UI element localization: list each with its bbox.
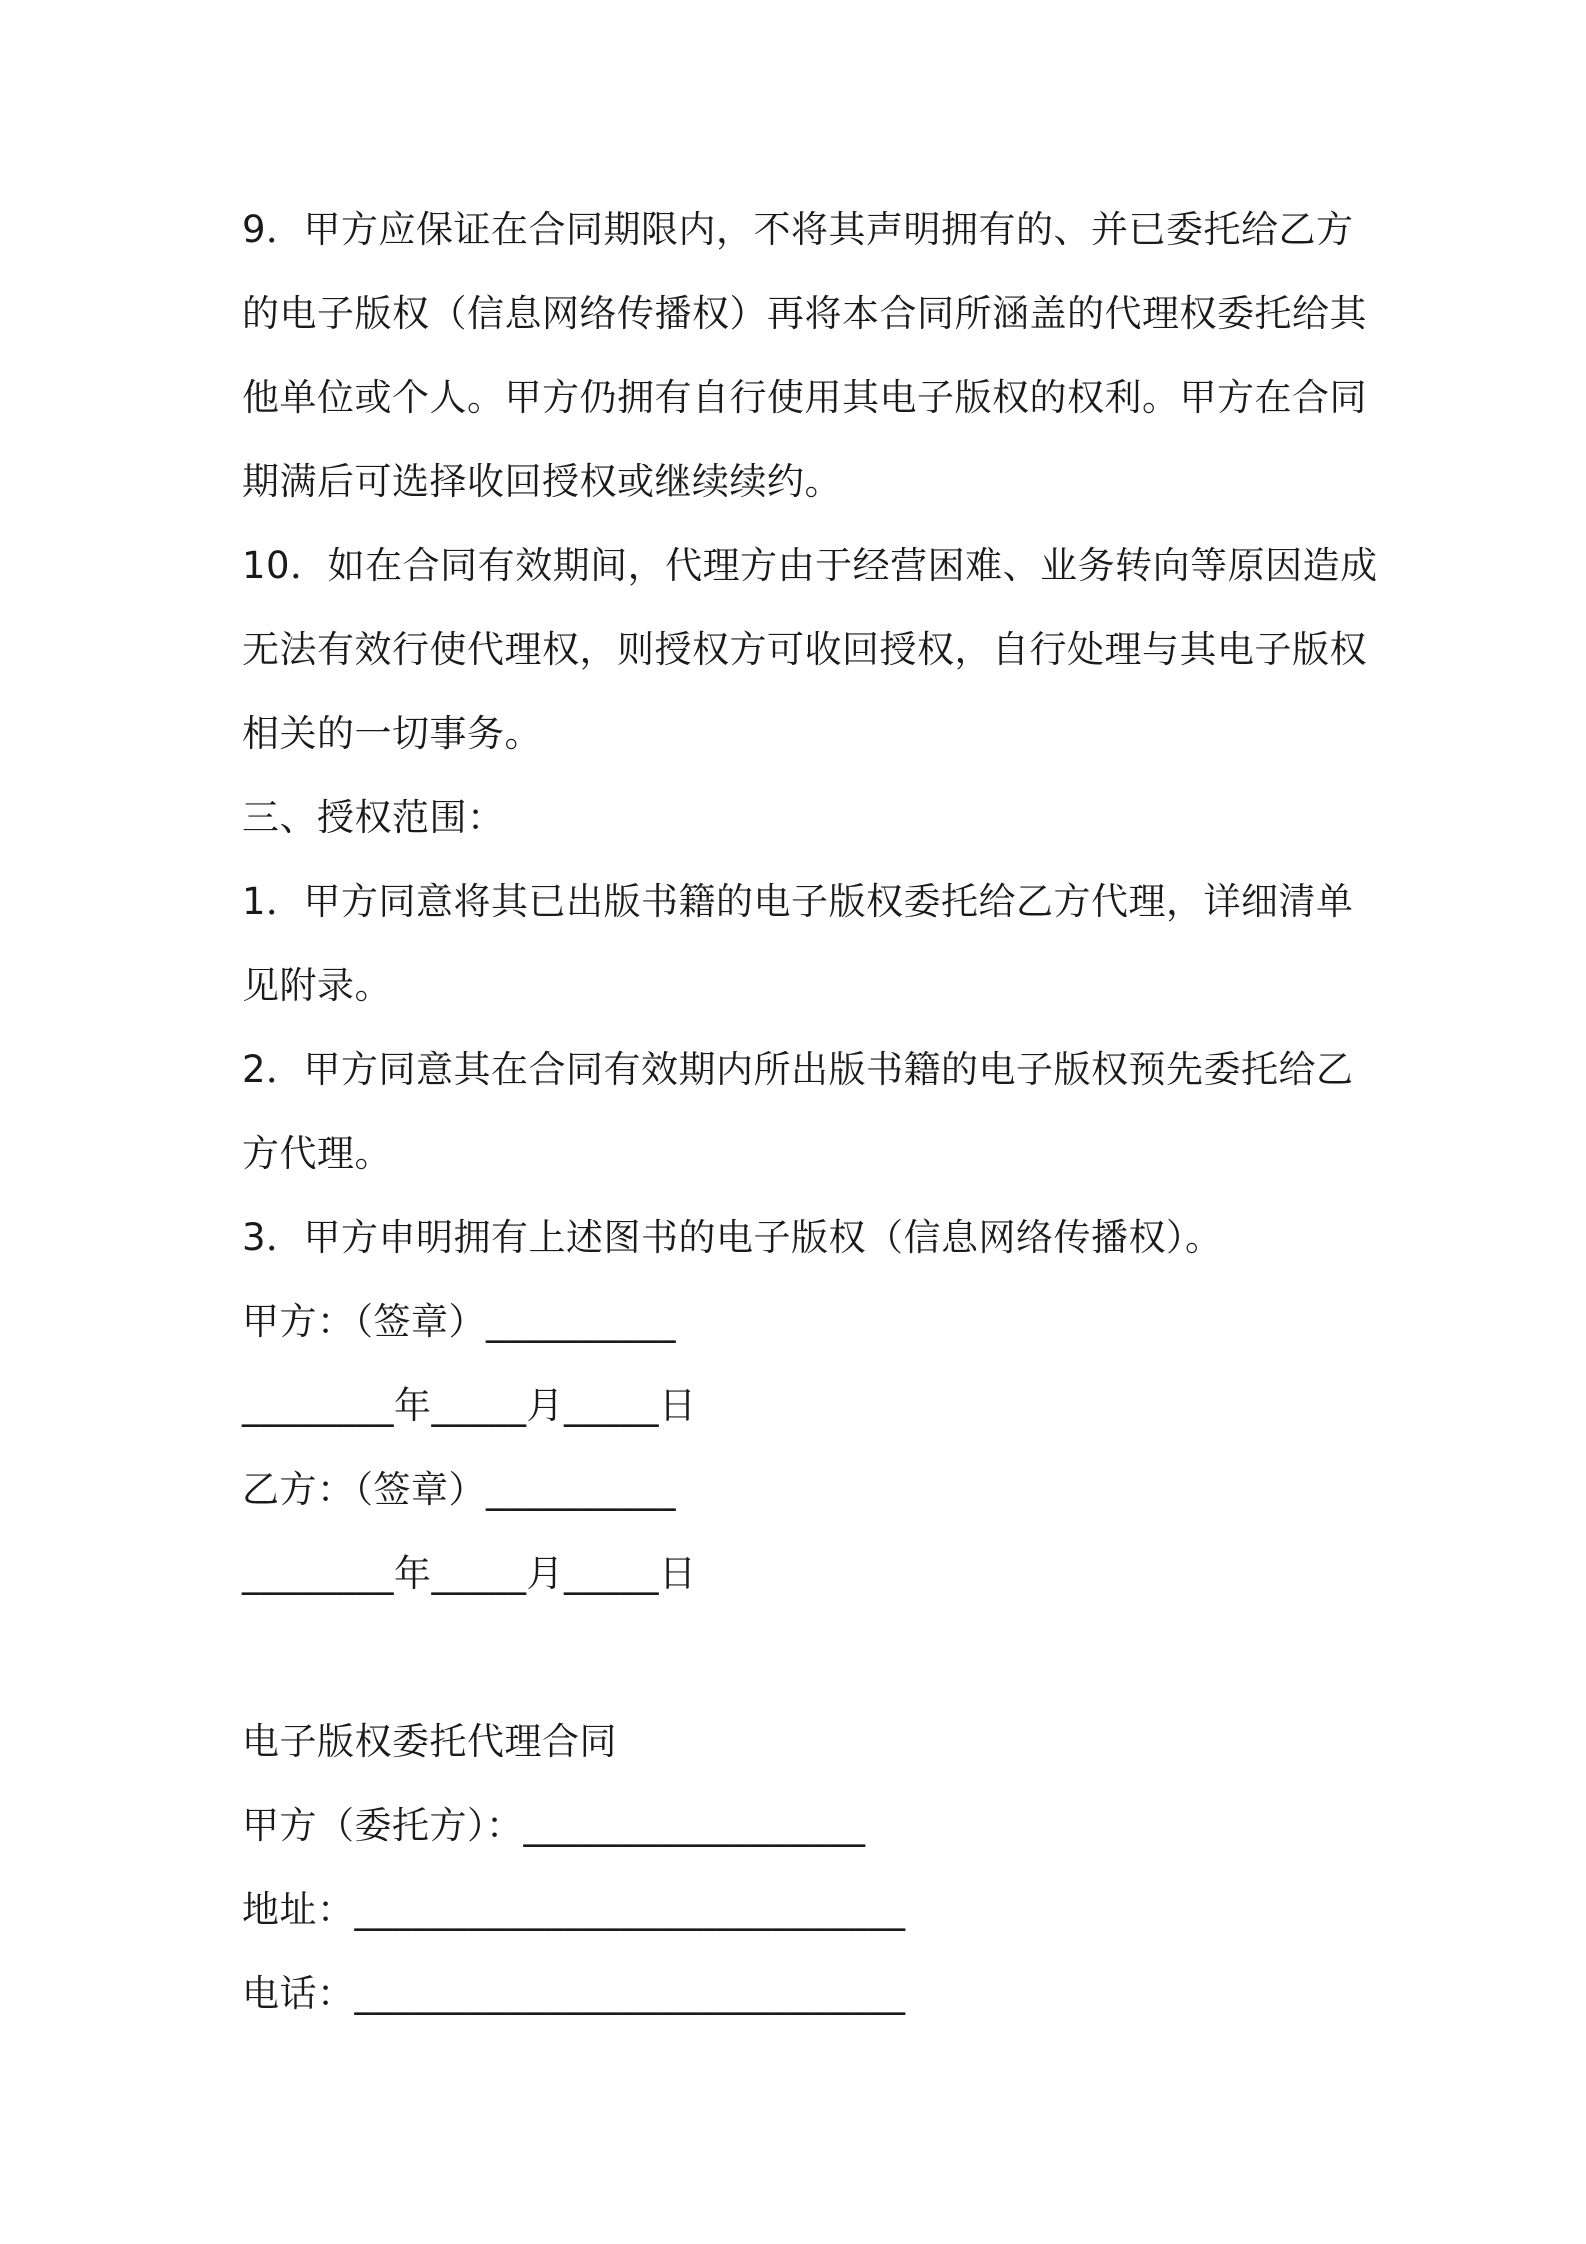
party-b-date-line: ________年_____月_____日 <box>242 1552 697 1595</box>
clause-10-line-3: 相关的一切事务。 <box>242 712 542 755</box>
clause-9-line-4: 期满后可选择收回授权或继续续约。 <box>242 460 842 503</box>
scope-item-3: 3．甲方申明拥有上述图书的电子版权（信息网络传播权）。 <box>242 1216 1223 1259</box>
clause-9-line-2: 的电子版权（信息网络传播权）再将本合同所涵盖的代理权委托给其 <box>242 292 1367 335</box>
scope-item-1-line-1: 1．甲方同意将其已出版书籍的电子版权委托给乙方代理，详细清单 <box>242 880 1354 923</box>
scope-item-2-line-1: 2．甲方同意其在合同有效期内所出版书籍的电子版权预先委托给乙 <box>242 1048 1354 1091</box>
phone-field: 电话：_____________________________ <box>242 1972 906 2015</box>
section-spacer <box>242 1628 1352 1712</box>
section-heading-scope: 三、授权范围： <box>242 796 505 839</box>
clause-9-line-3: 他单位或个人。甲方仍拥有自行使用其电子版权的权利。甲方在合同 <box>242 376 1367 419</box>
document-body <box>242 200 1378 2048</box>
clause-9-line-1: 9．甲方应保证在合同期限内，不将其声明拥有的、并已委托给乙方 <box>242 208 1354 251</box>
party-b-signature-line: 乙方：（签章）__________ <box>242 1468 676 1511</box>
party-a-client-field: 甲方（委托方）：__________________ <box>242 1804 866 1847</box>
party-a-date-line: ________年_____月_____日 <box>242 1384 697 1427</box>
party-a-signature-line: 甲方：（签章）__________ <box>242 1300 676 1343</box>
scope-item-2-line-2: 方代理。 <box>242 1132 392 1175</box>
scope-item-1-line-2: 见附录。 <box>242 964 392 1007</box>
address-field: 地址：_____________________________ <box>242 1888 906 1931</box>
clause-10-line-2: 无法有效行使代理权，则授权方可收回授权，自行处理与其电子版权 <box>242 628 1367 671</box>
clause-10-line-1: 10．如在合同有效期间，代理方由于经营困难、业务转向等原因造成 <box>242 544 1378 587</box>
contract-title: 电子版权委托代理合同 <box>242 1720 617 1763</box>
